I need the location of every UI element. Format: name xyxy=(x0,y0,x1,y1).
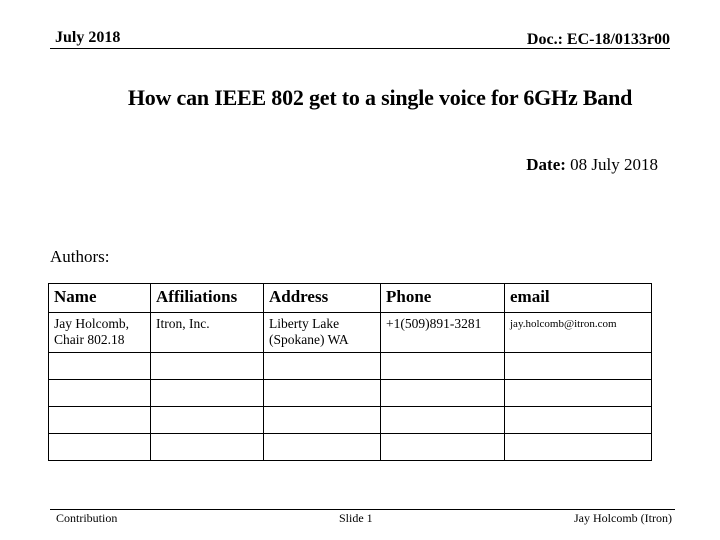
table-header-row xyxy=(49,284,652,313)
column-header-email: email xyxy=(505,284,652,313)
slide-title: How can IEEE 802 get to a single voice for 6GHz Band xyxy=(127,85,633,110)
date-label: Date: xyxy=(526,155,566,174)
column-header-affiliations: Affiliations xyxy=(151,284,264,313)
author-email-cell: jay.holcomb@itron.com xyxy=(505,313,652,353)
table-cell xyxy=(264,434,381,461)
authors-table xyxy=(48,283,652,461)
table-row xyxy=(49,313,652,353)
table-cell xyxy=(505,434,652,461)
header-date: July 2018 xyxy=(55,29,121,46)
table-cell xyxy=(381,380,505,407)
column-header-phone: Phone xyxy=(381,284,505,313)
header-divider xyxy=(50,48,670,49)
footer-author: Jay Holcomb (Itron) xyxy=(574,511,672,525)
table-row xyxy=(49,407,652,434)
table-cell xyxy=(505,353,652,380)
header-doc-id: Doc.: EC-18/0133r00 xyxy=(526,31,670,48)
date-value: 08 July 2018 xyxy=(565,155,658,174)
author-phone-cell: +1(509)891-3281 xyxy=(381,313,505,353)
table-cell xyxy=(381,353,505,380)
table-row xyxy=(49,380,652,407)
table-row xyxy=(49,353,652,380)
author-affiliation-cell: Itron, Inc. xyxy=(151,313,264,353)
table-cell xyxy=(49,353,151,380)
table-cell xyxy=(49,407,151,434)
table-cell xyxy=(505,380,652,407)
table-cell xyxy=(381,407,505,434)
footer-contribution: Contribution xyxy=(56,511,118,525)
author-address-cell: Liberty Lake (Spokane) WA xyxy=(264,313,381,353)
table-row xyxy=(49,434,652,461)
footer-divider xyxy=(50,509,675,510)
column-header-name: Name xyxy=(49,284,151,313)
table-cell xyxy=(151,380,264,407)
date-line xyxy=(526,155,658,175)
table-cell xyxy=(151,407,264,434)
authors-label: Authors: xyxy=(50,247,110,266)
footer-slide-number: Slide 1 xyxy=(339,511,373,525)
table-cell xyxy=(264,353,381,380)
table-cell xyxy=(264,380,381,407)
table-cell xyxy=(381,434,505,461)
table-cell xyxy=(49,380,151,407)
column-header-address: Address xyxy=(264,284,381,313)
table-cell xyxy=(505,407,652,434)
table-cell xyxy=(264,407,381,434)
table-cell xyxy=(151,353,264,380)
table-cell xyxy=(49,434,151,461)
author-name-cell: Jay Holcomb, Chair 802.18 xyxy=(49,313,151,353)
table-cell xyxy=(151,434,264,461)
